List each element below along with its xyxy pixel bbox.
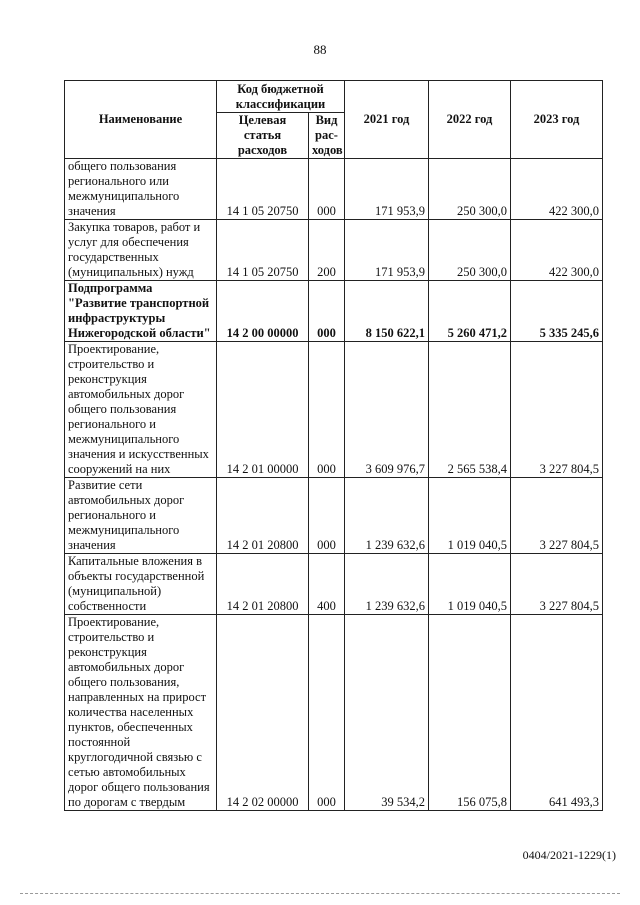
header-2023: 2023 год bbox=[511, 81, 603, 159]
row-name: Капитальные вложения в объекты государственной (муниципальной) собственности bbox=[65, 554, 217, 615]
row-target: 14 1 05 20750 bbox=[217, 159, 309, 220]
table-row bbox=[65, 615, 603, 811]
row-2021: 1 239 632,6 bbox=[345, 478, 429, 554]
row-2022: 5 260 471,2 bbox=[429, 281, 511, 342]
row-name: общего пользования регионального или межмуниципального значения bbox=[65, 159, 217, 220]
header-expense-kind: Вид рас-ходов bbox=[309, 113, 345, 159]
table-row-subprogram bbox=[65, 281, 603, 342]
row-name: Развитие сети автомобильных дорог регионального и межмуниципального значения bbox=[65, 478, 217, 554]
budget-table bbox=[64, 80, 603, 811]
document-code: 0404/2021-1229(1) bbox=[522, 848, 616, 862]
row-target: 14 2 01 20800 bbox=[217, 478, 309, 554]
header-name: Наименование bbox=[65, 81, 217, 159]
row-2022: 250 300,0 bbox=[429, 220, 511, 281]
row-2022: 1 019 040,5 bbox=[429, 554, 511, 615]
row-2022: 2 565 538,4 bbox=[429, 342, 511, 478]
row-name: Проектирование, строительство и реконструкция автомобильных дорог общего пользования регионального и межмуниципального значения и искусственных сооружений на них bbox=[65, 342, 217, 478]
row-kind: 400 bbox=[309, 554, 345, 615]
row-name: Подпрограмма "Развитие транспортной инфраструктуры Нижегородской области" bbox=[65, 281, 217, 342]
row-target: 14 2 00 00000 bbox=[217, 281, 309, 342]
row-2023: 422 300,0 bbox=[511, 220, 603, 281]
row-2022: 250 300,0 bbox=[429, 159, 511, 220]
row-2021: 1 239 632,6 bbox=[345, 554, 429, 615]
row-name: Проектирование, строительство и реконструкция автомобильных дорог общего пользования, направленных на прирост количества населенных пунктов, обеспеченных постоянной круглогодичной связью с сетью автомобильных дорог общего пользования по дорогам с твердым bbox=[65, 615, 217, 811]
row-2021: 8 150 622,1 bbox=[345, 281, 429, 342]
row-2022: 156 075,8 bbox=[429, 615, 511, 811]
row-2023: 5 335 245,6 bbox=[511, 281, 603, 342]
table-row bbox=[65, 220, 603, 281]
header-target-article: Целевая статья расходов bbox=[217, 113, 309, 159]
row-2023: 641 493,3 bbox=[511, 615, 603, 811]
scan-edge-divider bbox=[20, 893, 620, 895]
row-target: 14 2 02 00000 bbox=[217, 615, 309, 811]
row-2023: 3 227 804,5 bbox=[511, 342, 603, 478]
row-2021: 171 953,9 bbox=[345, 220, 429, 281]
table-row bbox=[65, 554, 603, 615]
table-row bbox=[65, 478, 603, 554]
row-kind: 000 bbox=[309, 159, 345, 220]
row-kind: 000 bbox=[309, 478, 345, 554]
header-2021: 2021 год bbox=[345, 81, 429, 159]
table-row bbox=[65, 159, 603, 220]
page-number: 88 bbox=[313, 42, 327, 57]
row-2021: 39 534,2 bbox=[345, 615, 429, 811]
row-kind: 000 bbox=[309, 281, 345, 342]
row-2023: 3 227 804,5 bbox=[511, 554, 603, 615]
row-kind: 200 bbox=[309, 220, 345, 281]
row-2021: 3 609 976,7 bbox=[345, 342, 429, 478]
row-target: 14 2 01 00000 bbox=[217, 342, 309, 478]
row-target: 14 2 01 20800 bbox=[217, 554, 309, 615]
header-code-group: Код бюджетной классификации bbox=[217, 81, 345, 113]
row-target: 14 1 05 20750 bbox=[217, 220, 309, 281]
row-kind: 000 bbox=[309, 615, 345, 811]
header-2022: 2022 год bbox=[429, 81, 511, 159]
row-name: Закупка товаров, работ и услуг для обеспечения государственных (муниципальных) нужд bbox=[65, 220, 217, 281]
row-2021: 171 953,9 bbox=[345, 159, 429, 220]
row-2023: 3 227 804,5 bbox=[511, 478, 603, 554]
row-kind: 000 bbox=[309, 342, 345, 478]
row-2023: 422 300,0 bbox=[511, 159, 603, 220]
row-2022: 1 019 040,5 bbox=[429, 478, 511, 554]
table-row bbox=[65, 342, 603, 478]
